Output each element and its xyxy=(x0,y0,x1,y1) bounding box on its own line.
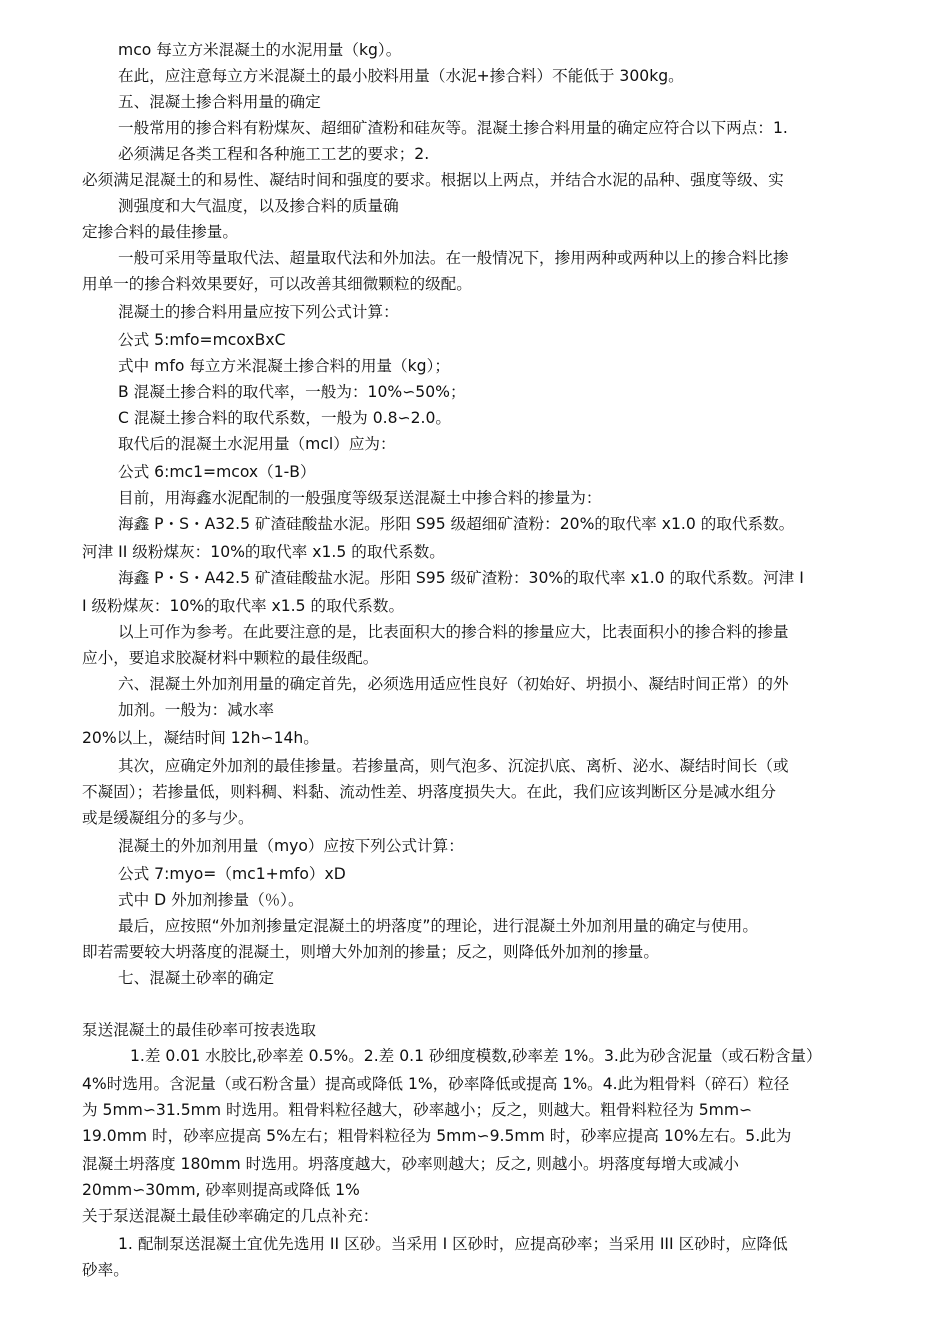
text-line: C 混凝土掺合料的取代系数，一般为 0.8∽2.0。 xyxy=(118,409,451,427)
text-line: 砂率。 xyxy=(82,1261,129,1279)
text-line: 以上可作为参考。在此要注意的是，比表面积大的掺合料的掺量应大，比表面积小的掺合料的掺量 xyxy=(118,623,789,641)
text-line: 式中 D 外加剂掺量（％）。 xyxy=(118,891,304,909)
text-line: 取代后的混凝土水泥用量（mcl）应为： xyxy=(118,435,396,453)
text-line: I 级粉煤灰：10%的取代率 x1.5 的取代系数。 xyxy=(82,597,405,615)
text-line: 混凝土的掺合料用量应按下列公式计算： xyxy=(118,303,399,321)
text-line: 泵送混凝土的最佳砂率可按表选取 xyxy=(82,1021,316,1039)
text-line: 最后，应按照“外加剂掺量定混凝土的坍落度”的理论，进行混凝土外加剂用量的确定与使用。 xyxy=(118,917,758,935)
text-line: B 混凝土掺合料的取代率，一般为：10%∽50%； xyxy=(118,383,466,401)
text-line: 必须满足混凝土的和易性、凝结时间和强度的要求。根据以上两点，并结合水泥的品种、强度等级、实 xyxy=(82,171,784,189)
formula-line: 公式 6:mc1=mcox（1-B） xyxy=(118,463,316,481)
text-line: 或是缓凝组分的多与少。 xyxy=(82,809,254,827)
text-line: 海鑫 P・S・A32.5 矿渣硅酸盐水泥。彤阳 S95 级超细矿渣粉：20%的取代率 x1.0 的取代系数。 xyxy=(118,515,795,533)
text-line: 19.0mm 时，砂率应提高 5%左右；粗骨料粒径为 5mm∽9.5mm 时，砂率应提高 10%左右。5.此为 xyxy=(82,1127,792,1145)
section-heading: 七、混凝土砂率的确定 xyxy=(118,969,274,987)
text-line: 测强度和大气温度，以及掺合料的质量确 xyxy=(118,197,399,215)
text-line: mco 每立方米混凝土的水泥用量（kg）。 xyxy=(118,41,402,59)
text-line: 为 5mm∽31.5mm 时选用。粗骨料粒径越大，砂率越小；反之，则越大。粗骨料粒径为 5mm∽ xyxy=(82,1101,753,1119)
text-line: 关于泵送混凝土最佳砂率确定的几点补充： xyxy=(82,1207,379,1225)
text-line: 一般常用的掺合料有粉煤灰、超细矿渣粉和硅灰等。混凝土掺合料用量的确定应符合以下两点：1. xyxy=(118,119,788,137)
text-line: 一般可采用等量取代法、超量取代法和外加法。在一般情况下，掺用两种或两种以上的掺合料比掺 xyxy=(118,249,789,267)
text-line: 20%以上，凝结时间 12h∽14h。 xyxy=(82,729,319,747)
text-line: 1.差 0.01 水胶比,砂率差 0.5%。2.差 0.1 砂细度模数,砂率差 1%。3.此为砂含泥量（或石粉含量） xyxy=(130,1047,822,1065)
text-line: 目前，用海鑫水泥配制的一般强度等级泵送混凝土中掺合料的掺量为： xyxy=(118,489,602,507)
text-line: 20mm∽30mm, 砂率则提高或降低 1% xyxy=(82,1181,360,1199)
text-line: 不凝固）；若掺量低，则料稠、料黏、流动性差、坍落度损失大。在此，我们应该判断区分是减水组分 xyxy=(82,783,776,801)
text-line: 4%时选用。含泥量（或石粉含量）提高或降低 1%，砂率降低或提高 1%。4.此为粗骨料（碎石）粒径 xyxy=(82,1075,790,1093)
text-line: 海鑫 P・S・A42.5 矿渣硅酸盐水泥。彤阳 S95 级矿渣粉：30%的取代率 x1.0 的取代系数。河津 I xyxy=(118,569,804,587)
section-heading: 六、混凝土外加剂用量的确定首先，必须选用适应性良好（初始好、坍损小、凝结时间正常）的外 xyxy=(118,675,789,693)
text-line: 河津 II 级粉煤灰：10%的取代率 x1.5 的取代系数。 xyxy=(82,543,445,561)
section-heading: 五、混凝土掺合料用量的确定 xyxy=(118,93,321,111)
text-line: 混凝土的外加剂用量（myo）应按下列公式计算： xyxy=(118,837,464,855)
text-line: 式中 mfo 每立方米混凝土掺合料的用量（kg）； xyxy=(118,357,450,375)
text-line: 用单一的掺合料效果要好，可以改善其细微颗粒的级配。 xyxy=(82,275,472,293)
formula-line: 公式 5:mfo=mcoxBxC xyxy=(118,331,286,349)
text-line: 混凝土坍落度 180mm 时选用。坍落度越大，砂率则越大；反之, 则越小。坍落度每增大或减小 xyxy=(82,1155,739,1173)
text-line: 1. 配制泵送混凝土宜优先选用 II 区砂。当采用 I 区砂时，应提高砂率；当采用 III 区砂时，应降低 xyxy=(118,1235,788,1253)
text-line: 即若需要较大坍落度的混凝土，则增大外加剂的掺量；反之，则降低外加剂的掺量。 xyxy=(82,943,659,961)
text-line: 其次，应确定外加剂的最佳掺量。若掺量高，则气泡多、沉淀扒底、离析、泌水、凝结时间长（或 xyxy=(118,757,789,775)
text-line: 在此，应注意每立方米混凝土的最小胶料用量（水泥+掺合料）不能低于 300kg。 xyxy=(118,67,684,85)
text-line: 加剂。一般为：减水率 xyxy=(118,701,274,719)
formula-line: 公式 7:myo=（mc1+mfo）xD xyxy=(118,865,346,883)
text-line: 应小，要追求胶凝材料中颗粒的最佳级配。 xyxy=(82,649,379,667)
text-line: 必须满足各类工程和各种施工工艺的要求；2. xyxy=(118,145,430,163)
text-line: 定掺合料的最佳掺量。 xyxy=(82,223,238,241)
